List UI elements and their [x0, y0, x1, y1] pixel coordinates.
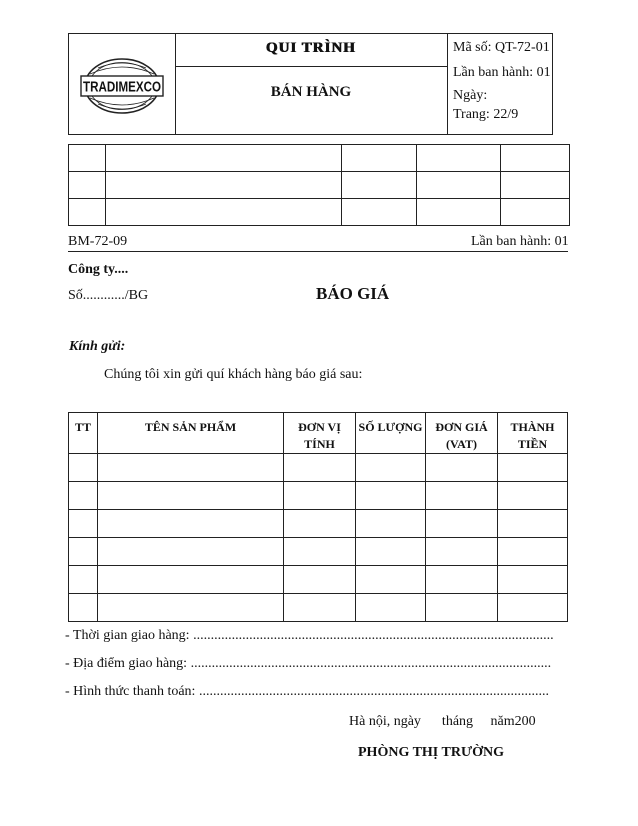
column-header: THÀNH TIỀN — [498, 413, 568, 454]
form-edition: Lần ban hành: 01 — [471, 234, 569, 249]
greeting: Kính gửi: — [69, 339, 126, 354]
doc-edition: Lần ban hành: 01 — [453, 65, 551, 80]
table-row — [69, 538, 568, 566]
header-divider — [175, 66, 447, 67]
header-rule — [68, 251, 568, 252]
column-header: TT — [69, 413, 98, 454]
place-date: Hà nội, ngày tháng năm200 — [349, 714, 536, 729]
procedure-name: BÁN HÀNG — [270, 84, 352, 100]
table-row — [69, 510, 568, 538]
delivery-time-line: - Thời gian giao hàng: ....................................................................................................... — [65, 628, 554, 643]
quote-number: Số............/BG — [68, 288, 149, 303]
doc-code: Mã số: QT-72-01 — [453, 40, 550, 55]
form-code: BM-72-09 — [68, 234, 128, 249]
column-header: ĐƠN VỊ TÍNH — [284, 413, 356, 454]
table-row — [69, 594, 568, 622]
procedure-title: QUI TRÌNH — [266, 40, 356, 56]
quote-title: BÁO GIÁ — [316, 284, 390, 303]
table-row — [69, 482, 568, 510]
doc-date: Ngày: — [453, 88, 488, 103]
logo-cell — [69, 34, 176, 134]
payment-method-line: - Hình thức thanh toán: .................................................................................................... — [65, 684, 549, 699]
doc-page: Trang: 22/9 — [453, 107, 519, 122]
quote-table — [68, 412, 568, 622]
table-row — [69, 566, 568, 594]
column-header: ĐƠN GIÁ (VAT) — [426, 413, 498, 454]
table-row — [69, 454, 568, 482]
column-header: TÊN SẢN PHẨM — [98, 413, 284, 454]
company-label: Công ty.... — [68, 262, 129, 277]
revision-grid — [68, 144, 570, 226]
intro-text: Chúng tôi xin gửi quí khách hàng báo giá sau: — [104, 367, 363, 382]
department-signature: PHÒNG THỊ TRƯỜNG — [358, 745, 504, 760]
tradimexco-logo — [80, 56, 164, 116]
quote-table-header — [69, 413, 568, 454]
svg-text:TRADIMEXCO: TRADIMEXCO — [83, 79, 161, 96]
column-header: SỐ LƯỢNG — [356, 413, 426, 454]
delivery-place-line: - Địa điểm giao hàng: ....................................................................................................... — [65, 656, 552, 671]
